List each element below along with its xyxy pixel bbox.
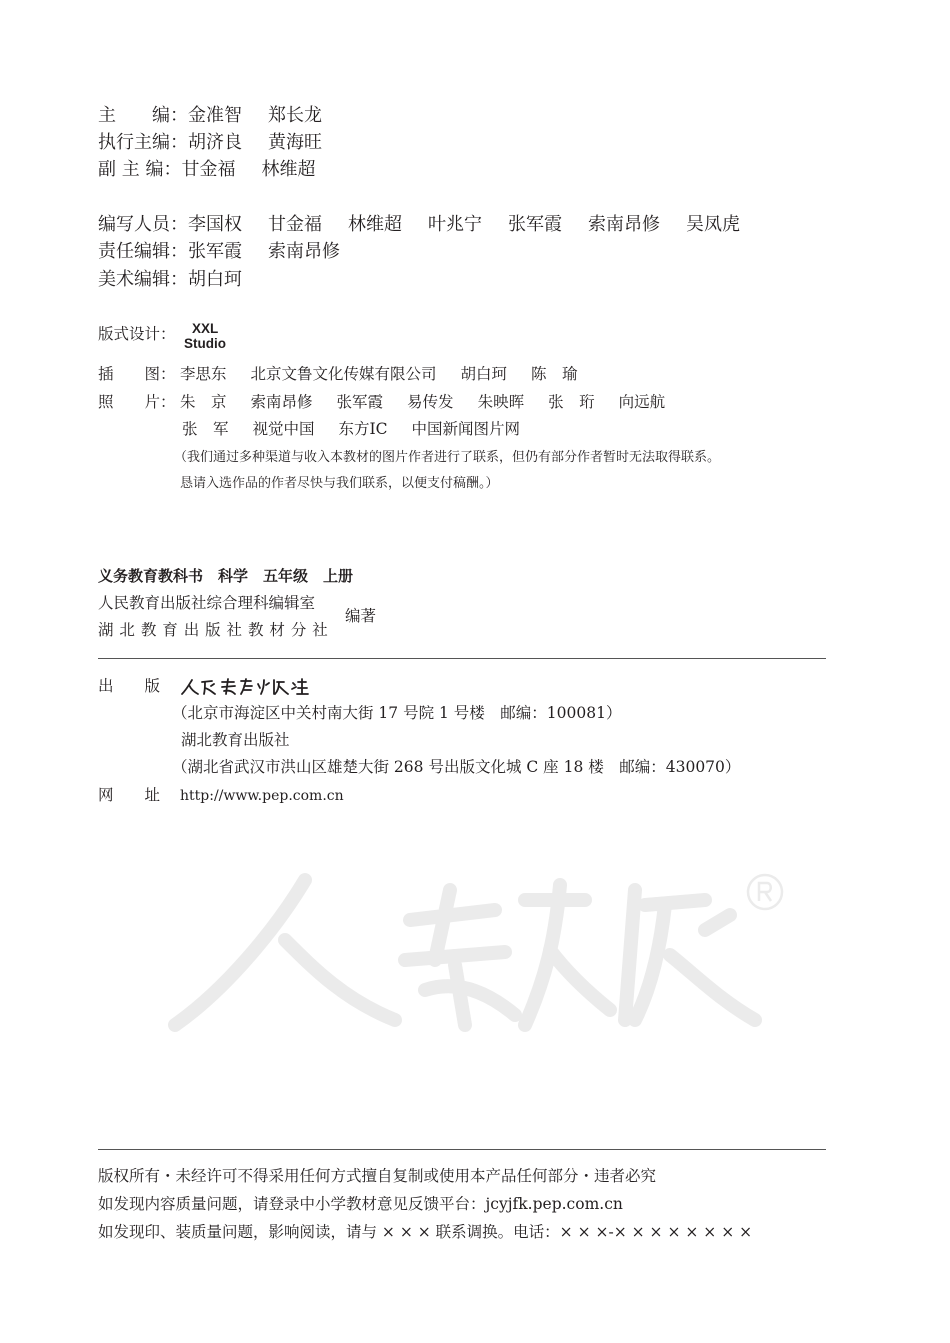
resp-editor-name: 张军霞 (188, 241, 242, 262)
photographer-name: 索南昂修 (250, 393, 313, 411)
website-row (98, 784, 344, 807)
photographer-name: 视觉中国 (252, 420, 315, 438)
writer-name: 叶兆宁 (428, 214, 482, 235)
writer-name: 李国权 (188, 214, 242, 235)
writer-name: 张军霞 (508, 214, 562, 235)
photographer-name: 向远航 (618, 393, 666, 411)
photos-row-1 (98, 391, 665, 413)
publisher-2-address: （湖北省武汉市洪山区雄楚大街 268 号出版文化城 C 座 18 楼 邮编：430070） (172, 758, 741, 776)
deputy-editor-label: 副 主 编： (98, 159, 182, 180)
illustration-label: 插 图： (98, 365, 176, 383)
website-label: 网 址 (98, 786, 161, 804)
photographer-name: 东方IC (338, 420, 388, 438)
exec-editor-row (98, 131, 322, 155)
writer-name: 吴凤虎 (686, 214, 740, 235)
website-url: http://www.pep.com.cn (180, 788, 344, 804)
exec-editor-name: 胡济良 (188, 132, 242, 153)
photo-credit-note-2: 恳请入选作品的作者尽快与我们联系，以便支付稿酬。） (180, 476, 499, 491)
exec-editor-label: 执行主编： (98, 132, 188, 153)
chief-editor-label: 主 编： (98, 105, 188, 126)
publisher-2-name: 湖北教育出版社 (181, 731, 290, 749)
photo-credit-note-1: （我们通过多种渠道与收入本教材的图片作者进行了联系，但仍有部分作者暂时无法取得联系。 (174, 450, 721, 465)
publisher-signature-logo (178, 677, 313, 697)
photographer-name: 中国新闻图片网 (411, 420, 521, 438)
photographer-name: 朱映晖 (477, 393, 525, 411)
book-role: 编著 (345, 607, 377, 625)
photos-row-2 (182, 418, 520, 440)
writers-row (98, 213, 740, 237)
copyright-notice: 版权所有・未经许可不得采用任何方式擅自复制或使用本产品任何部分・违者必究 (98, 1167, 657, 1185)
art-editor-row (98, 268, 242, 292)
illustrator-name: 北京文鲁文化传媒有限公司 (250, 365, 437, 383)
exec-editor-name: 黄海旺 (268, 132, 322, 153)
illustration-row (98, 363, 578, 385)
art-editor-label: 美术编辑： (98, 269, 188, 290)
layout-design-label: 版式设计： (98, 325, 176, 343)
illustrator-name: 陈 瑜 (531, 365, 578, 383)
illustrator-name: 胡白珂 (460, 365, 508, 383)
photographer-name: 朱 京 (180, 393, 227, 411)
studio-logo (184, 321, 226, 351)
writer-name: 林维超 (348, 214, 402, 235)
photographer-name: 张 军 (182, 420, 229, 438)
resp-editor-name: 索南昂修 (268, 241, 340, 262)
chief-editor-name: 郑长龙 (268, 105, 322, 126)
art-editor-name: 胡白珂 (188, 269, 242, 290)
pep-watermark-logo (165, 860, 795, 1040)
resp-editor-row (98, 240, 340, 264)
photographer-name: 易传发 (407, 393, 454, 411)
publisher-1-address: （北京市海淀区中关村南大街 17 号院 1 号楼 邮编：100081） (172, 704, 622, 722)
deputy-editor-name: 林维超 (261, 159, 316, 180)
chief-editor-row (98, 104, 322, 128)
writer-name: 甘金福 (268, 214, 322, 235)
photographer-name: 张军霞 (336, 393, 384, 411)
writer-name: 索南昂修 (588, 214, 660, 235)
divider-top (98, 658, 826, 659)
book-author-2: 湖 北 教 育 出 版 社 教 材 分 社 (98, 621, 329, 639)
writers-label: 编写人员： (98, 214, 188, 235)
deputy-editor-row (98, 158, 315, 182)
resp-editor-label: 责任编辑： (98, 241, 188, 262)
illustrator-name: 李思东 (180, 365, 227, 383)
divider-bottom (98, 1149, 826, 1150)
feedback-notice: 如发现内容质量问题，请登录中小学教材意见反馈平台：jcyjfk.pep.com.cn (98, 1195, 623, 1213)
studio-logo-line2: Studio (184, 336, 226, 351)
photos-label: 照 片： (98, 393, 176, 411)
publish-label: 出 版 (98, 677, 161, 695)
studio-logo-line1: XXL (192, 321, 219, 336)
print-quality-notice: 如发现印、装质量问题，影响阅读，请与 × × × 联系调换。电话：× × ×-× × × × × × × × (98, 1223, 753, 1241)
photographer-name: 张 珩 (548, 393, 595, 411)
deputy-editor-name: 甘金福 (181, 159, 236, 180)
book-author-1: 人民教育出版社综合理科编辑室 (98, 594, 316, 612)
chief-editor-name: 金准智 (188, 105, 242, 126)
book-title: 义务教育教科书 科学 五年级 上册 (98, 567, 354, 585)
